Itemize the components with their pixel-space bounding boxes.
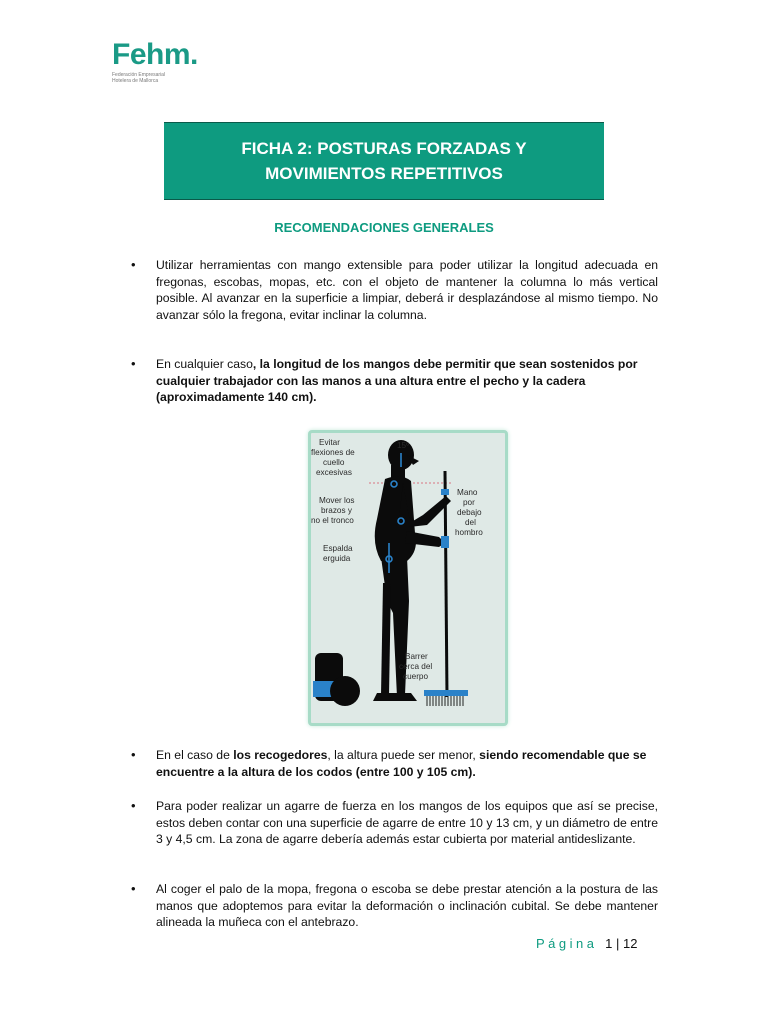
page-number: 1 xyxy=(605,936,613,951)
label-hand-5: hombro xyxy=(455,528,483,537)
page-separator: | xyxy=(615,936,620,951)
bullet-bold-text: , la longitud de los mangos debe permitir que sean sostenidos por cualquier trabajador con las manos a una altura entre el pecho y la cadera (aproximadamente 140 cm). xyxy=(156,357,638,404)
title-line-1: FICHA 2: POSTURAS FORZADAS Y xyxy=(241,139,527,158)
label-angle: 15º xyxy=(397,441,410,450)
posture-illustration xyxy=(308,430,508,726)
bullet-item-recogedores xyxy=(156,747,658,780)
label-hand-2: por xyxy=(463,498,475,507)
broom-handle xyxy=(445,471,447,697)
page-word: Página xyxy=(536,936,598,951)
title-line-2: MOVIMIENTOS REPETITIVOS xyxy=(265,164,503,183)
logo-wordmark: Fehm. xyxy=(112,38,198,71)
label-arms-1: Mover los xyxy=(319,496,355,505)
bullet-text-1: En el caso de xyxy=(156,748,234,762)
label-hand-4: del xyxy=(465,518,476,527)
broom-head xyxy=(424,690,468,706)
grip-upper xyxy=(441,489,449,495)
bullet-text: En cualquier caso xyxy=(156,357,253,371)
logo-subtitle-1: Federación Empresarial xyxy=(112,72,166,78)
label-hand-1: Mano xyxy=(457,488,478,497)
label-neck-1: Evitar xyxy=(319,438,340,447)
logo-subtitle-2: Hotelera de Mallorca xyxy=(112,78,159,84)
label-neck-4: excesivas xyxy=(316,468,352,477)
label-arms xyxy=(311,496,355,525)
label-back xyxy=(323,544,353,563)
bullet-item-agarre: • Para poder realizar un agarre de fuerza en los mangos de los equipos que así se precise, estos deben contar con una superficie de agarre de entre 10 y 13 cm, y un diámetro de entre 3 y 4,5 cm. La zona de agarre debería además estar cubierta por material antideslizante. xyxy=(156,798,658,848)
grip-lower xyxy=(441,536,449,548)
bullet-item-longitud-mangos xyxy=(156,356,658,406)
bullet-text-2: , la altura puede ser menor, xyxy=(327,748,480,762)
label-neck xyxy=(311,438,355,477)
bullet-bold-1: los recogedores xyxy=(233,748,328,762)
label-hand xyxy=(455,488,483,537)
page-footer xyxy=(536,936,637,951)
label-sweep-2: cerca del xyxy=(399,662,433,671)
label-back-2: erguida xyxy=(323,554,351,563)
bullet-bold-2: siendo recomendable que se encuentre a la altura de los codos (entre 100 y 105 cm). xyxy=(156,748,647,779)
label-arms-2: brazos y xyxy=(321,506,352,515)
company-logo xyxy=(112,40,222,84)
label-neck-2: flexiones de xyxy=(311,448,355,457)
page-total: 12 xyxy=(622,936,638,951)
title-banner xyxy=(164,122,604,200)
label-neck-3: cuello xyxy=(323,458,345,467)
label-sweep-3: cuerpo xyxy=(403,672,429,681)
bucket-shape xyxy=(313,653,360,706)
label-sweep-1: Barrer xyxy=(405,652,428,661)
label-hand-3: debajo xyxy=(457,508,482,517)
bullet-item-mango-extensible: • Utilizar herramientas con mango extensible para poder utilizar la longitud adecuada en fregonas, escobas, mopas, etc. con el objeto de mantener la columna lo más vertical posible. Al avanzar en la superficie a limpiar, deberá ir desplazándose al mismo tiempo. No avanzar sólo la fregona, evitar inclinar la columna. xyxy=(156,257,658,323)
label-back-1: Espalda xyxy=(323,544,353,553)
section-heading: RECOMENDACIONES GENERALES xyxy=(274,220,494,235)
label-arms-3: no el tronco xyxy=(311,516,354,525)
bullet-item-palo-mopa: • Al coger el palo de la mopa, fregona o escoba se debe prestar atención a la postura de las manos que adoptemos para evitar la deformación o inclinación cubital. Se debe mantener alineada la muñeca con el antebrazo. xyxy=(156,881,658,931)
